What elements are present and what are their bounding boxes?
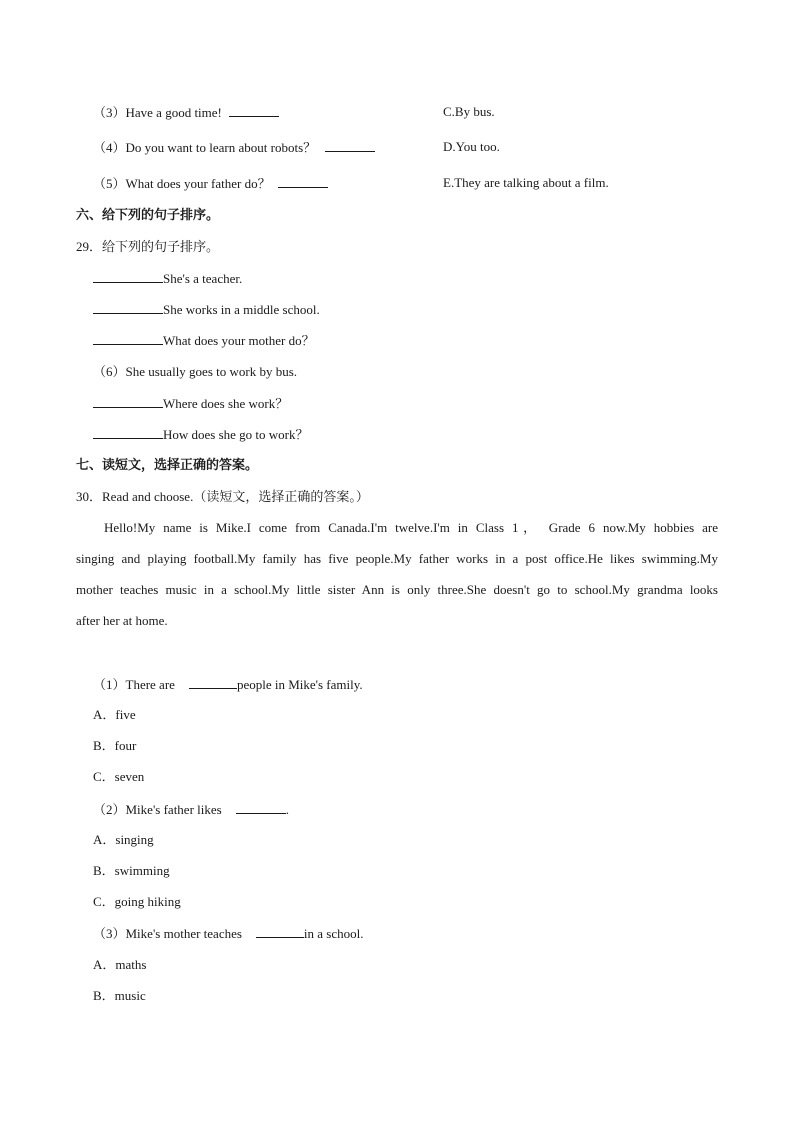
ordering-sentence-given: （6）She usually goes to work by bus. [93, 364, 298, 379]
order-blank[interactable] [93, 270, 163, 283]
ordering-sentence: What does your mother do？ [93, 332, 315, 349]
answer-blank[interactable] [325, 139, 375, 152]
order-blank[interactable] [93, 395, 163, 408]
option-c[interactable]: C．going hiking [93, 894, 181, 909]
question-30-title: 30．Read and choose.（读短文，选择正确的答案。） [76, 489, 369, 504]
reading-question-1: （1）There are people in Mike's family. [93, 677, 363, 692]
section-6-heading: 六、给下列的句子排序。 [76, 207, 220, 222]
passage-line: Hello!My name is Mike.I come from Canada.I'm twelve.I'm in Class 1， Grade 6 now.My hobbies are [104, 520, 718, 535]
option-b[interactable]: B．swimming [93, 863, 170, 878]
passage-line: mother teaches music in a school.My little sister Ann is only three.She doesn't go to school.My grandma looks [76, 582, 718, 597]
ordering-sentence: She works in a middle school. [93, 301, 320, 318]
option-a[interactable]: A．singing [93, 832, 154, 847]
section-7-heading: 七、读短文，选择正确的答案。 [76, 457, 259, 472]
match-option-d: D.You too. [443, 139, 500, 154]
match-option-e: E.They are talking about a film. [443, 175, 609, 190]
ordering-sentence: She's a teacher. [93, 270, 242, 287]
ordering-sentence: How does she go to work？ [93, 426, 309, 443]
reading-question-2: （2）Mike's father likes . [93, 802, 289, 817]
match-item-4: （4）Do you want to learn about robots？ [93, 139, 375, 156]
answer-blank[interactable] [278, 175, 328, 188]
option-b[interactable]: B．music [93, 988, 146, 1003]
answer-blank[interactable] [236, 801, 286, 814]
reading-question-3: （3）Mike's mother teaches in a school. [93, 926, 364, 941]
option-b[interactable]: B．four [93, 738, 137, 753]
match-item-3: （3）Have a good time! [93, 104, 279, 121]
order-blank[interactable] [93, 332, 163, 345]
order-blank[interactable] [93, 426, 163, 439]
order-blank[interactable] [93, 301, 163, 314]
option-a[interactable]: A．five [93, 707, 136, 722]
option-a[interactable]: A．maths [93, 957, 147, 972]
answer-blank[interactable] [189, 676, 237, 689]
ordering-sentence: Where does she work？ [93, 395, 288, 412]
answer-blank[interactable] [229, 104, 279, 117]
match-option-c: C.By bus. [443, 104, 495, 119]
passage-line: singing and playing football.My family has five people.My father works in a post office.He likes swimming.My [76, 551, 718, 566]
match-item-5: （5）What does your father do？ [93, 175, 328, 192]
passage-line: after her at home. [76, 613, 168, 628]
option-c[interactable]: C．seven [93, 769, 145, 784]
question-29-title: 29．给下列的句子排序。 [76, 239, 220, 254]
answer-blank[interactable] [256, 925, 304, 938]
